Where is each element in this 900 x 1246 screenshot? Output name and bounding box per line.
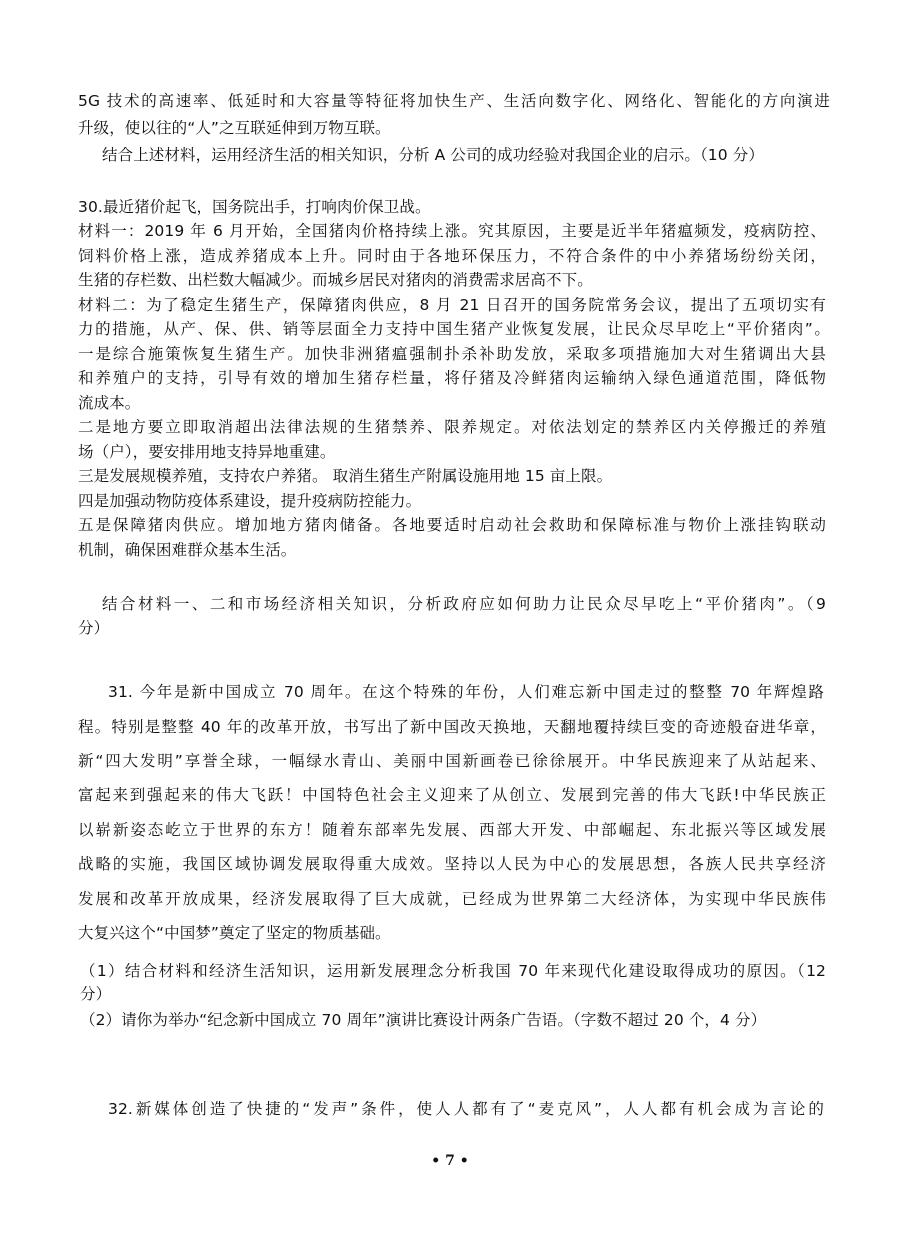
q30-question: 结合材料一、二和市场经济相关知识，分析政府应如何助力让民众尽早吃上“平价猪肉”。（9 (102, 595, 826, 613)
q31-paragraph-line: 程。特别是整整 40 年的改革开放，书写出了新中国改天换地，天翻地覆持续巨变的奇迹般奋进华章， (78, 718, 826, 736)
q30-material1-line: 材料一：2019 年 6 月开始，全国猪肉价格持续上涨。究其原因，主要是近半年猪瘟频发，疫病防控、 (78, 222, 826, 240)
q31-paragraph-line: 以崭新姿态屹立于世界的东方！随着东部率先发展、西部大开发、中部崛起、东北振兴等区域发展 (78, 821, 826, 839)
q29-question: 结合上述材料，运用经济生活的相关知识，分析 A 公司的成功经验对我国企业的启示。（10 分） (102, 146, 764, 164)
q29-material-line: 5G 技术的高速率、低延时和大容量等特征将加快生产、生活向数字化、网络化、智能化的方向演进 (78, 92, 830, 110)
q31-paragraph-line: 发展和改革开放成果，经济发展取得了巨大成就，已经成为世界第二大经济体，为实现中华民族伟 (78, 890, 826, 908)
q30-material2-line: 二是地方要立即取消超出法律法规的生猪禁养、限养规定。对依法划定的禁养区内关停搬迁的养殖 (78, 418, 826, 436)
q30-material1-line: 饲料价格上涨，造成养猪成本上升。同时由于各地环保压力，不符合条件的中小养猪场纷纷关闭， (78, 247, 826, 265)
q31-sub-question-2: （2）请你为举办“纪念新中国成立 70 周年”演讲比赛设计两条广告语。（字数不超过 20 个，4 分） (80, 1011, 767, 1029)
q30-material2-line: 四是加强动物防疫体系建设，提升疫病防控能力。 (78, 492, 422, 510)
q30-title: 30.最近猪价起飞，国务院出手，打响肉价保卫战。 (78, 198, 431, 216)
q30-material1-line: 生猪的存栏数、出栏数大幅减少。而城乡居民对猪肉的消费需求居高不下。 (78, 271, 593, 289)
q31-paragraph-line: 富起来到强起来的伟大飞跃！中国特色社会主义迎来了从创立、发展到完善的伟大飞跃!中华民族正 (78, 786, 826, 804)
q30-material2-line: 流成本。 (78, 394, 141, 412)
q30-material2-line: 材料二：为了稳定生猪生产，保障猪肉供应，8 月 21 日召开的国务院常务会议，提出了五项切实有 (78, 296, 826, 314)
q30-material2-line: 五是保障猪肉供应。增加地方猪肉储备。各地要适时启动社会救助和保障标准与物价上涨挂钩联动 (78, 516, 826, 534)
q30-material2-line: 机制，确保困难群众基本生活。 (78, 541, 297, 559)
q30-question: 分） (78, 619, 110, 637)
q31-sub-question-1: 分） (80, 985, 112, 1003)
q30-material2-line: 场（户），要安排用地支持异地重建。 (78, 443, 336, 461)
q32-line: 32.新媒体创造了快捷的“发声”条件，使人人都有了“麦克风”，人人都有机会成为言论的 (108, 1100, 824, 1118)
q31-paragraph-line: 战略的实施，我国区域协调发展取得重大成效。坚持以人民为中心的发展思想，各族人民共享经济 (78, 855, 826, 873)
q31-paragraph-line: 大复兴这个“中国梦”奠定了坚定的物质基础。 (78, 924, 391, 942)
q30-material2-line: 三是发展规模养殖，支持农户养猪。 取消生猪生产附属设施用地 15 亩上限。 (78, 467, 613, 485)
q30-material2-line: 和养殖户的支持，引导有效的增加生猪存栏量，将仔猪及冷鲜猪肉运输纳入绿色通道范围，降低物 (78, 369, 826, 387)
q30-material2-line: 一是综合施策恢复生猪生产。加快非洲猪瘟强制扑杀补助发放，采取多项措施加大对生猪调出大县 (78, 345, 826, 363)
q29-material-line: 升级，使以往的“人”之互联延伸到万物互联。 (78, 119, 391, 137)
q31-sub-question-1: （1）结合材料和经济生活知识，运用新发展理念分析我国 70 年来现代化建设取得成功的原因。（12 (80, 962, 826, 980)
page-number: • 7 • (431, 1153, 469, 1169)
q31-paragraph-line: 新“四大发明”享誉全球，一幅绿水青山、美丽中国新画卷已徐徐展开。中华民族迎来了从站起来、 (78, 752, 826, 770)
q30-material2-line: 力的措施，从产、保、供、销等层面全力支持中国生猪产业恢复发展，让民众尽早吃上“平价猪肉”。 (78, 320, 830, 338)
q31-paragraph-line: 31. 今年是新中国成立 70 周年。在这个特殊的年份，人们难忘新中国走过的整整 70 年辉煌路 (108, 683, 824, 701)
